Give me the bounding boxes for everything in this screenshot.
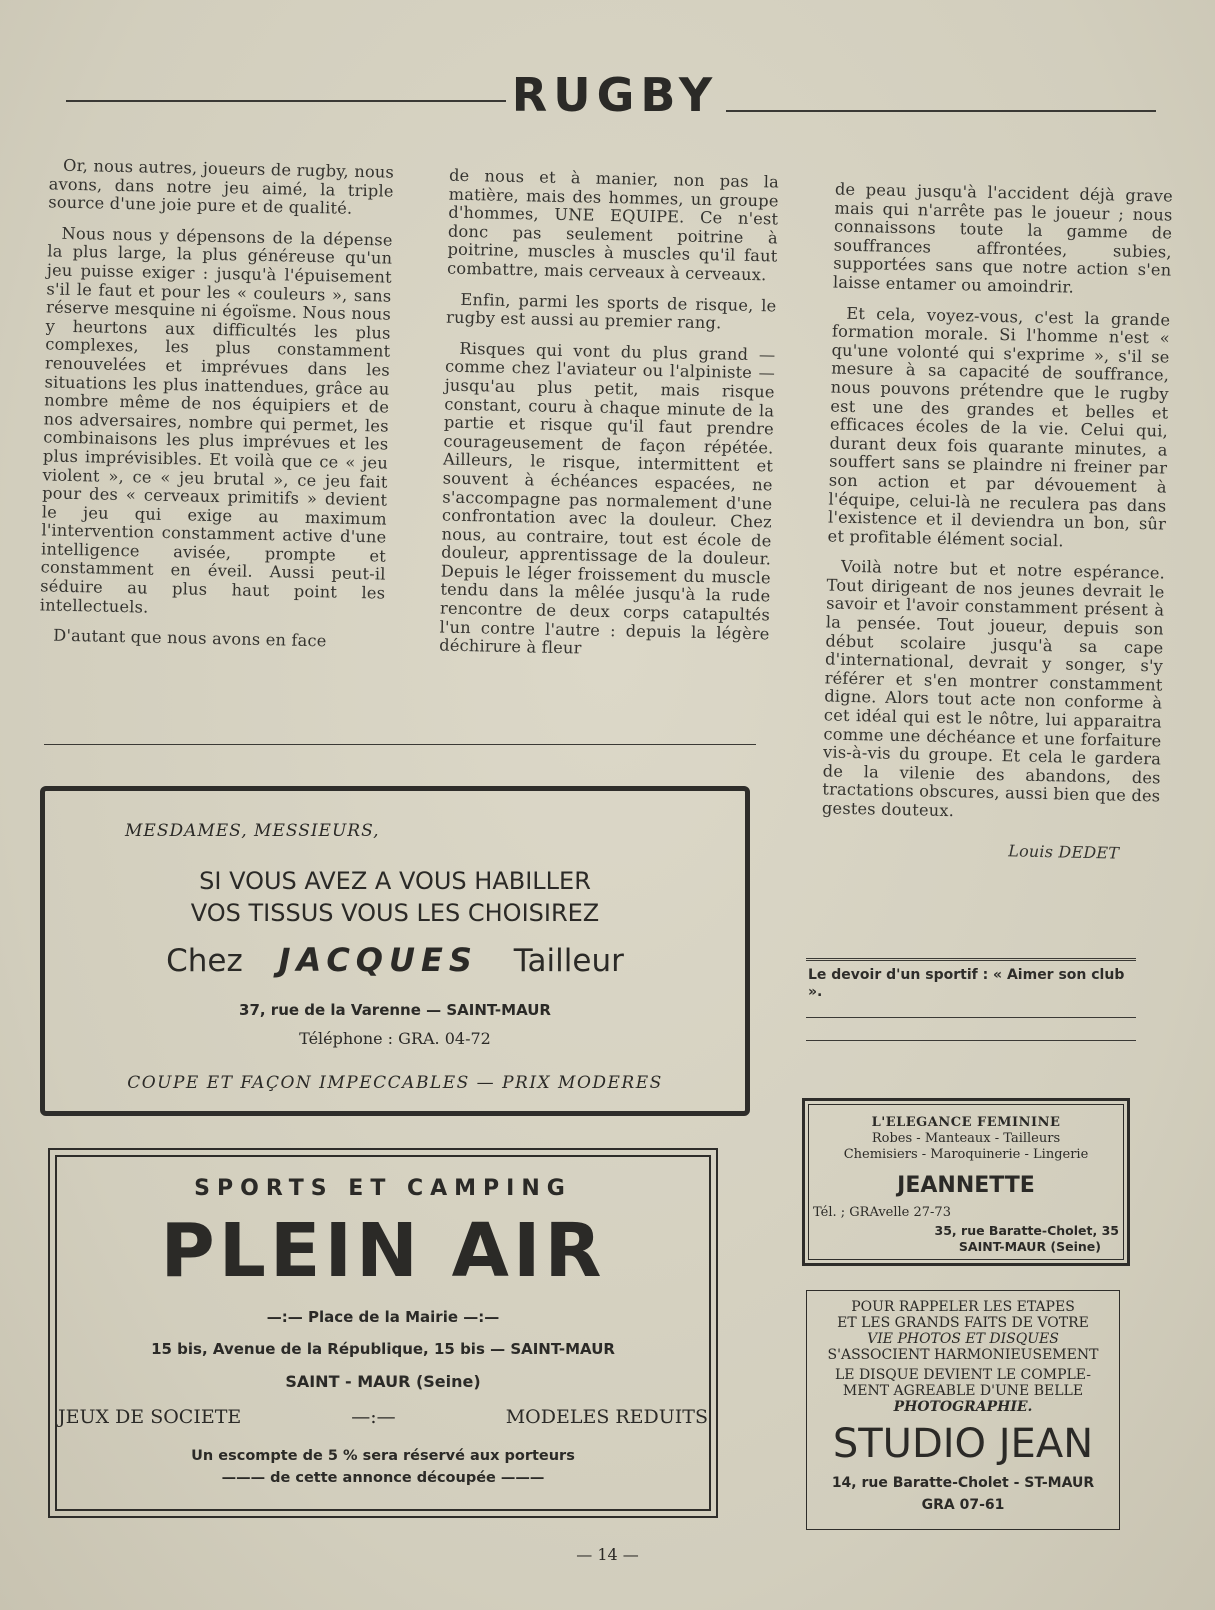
article-author: Louis DEDET xyxy=(1008,840,1120,863)
article-column-3 xyxy=(821,181,1173,864)
ad-city: SAINT-MAUR (Seine) xyxy=(958,1239,1101,1254)
divider xyxy=(806,958,1136,961)
section-header xyxy=(60,62,1180,132)
ad-brand-name: JACQUES xyxy=(278,941,478,979)
section-title: RUGBY xyxy=(511,68,719,122)
paragraph: Enfin, parmi les sports de risque, le rugby est aussi au premier rang. xyxy=(445,289,777,333)
paragraph: Voilà notre but et notre espérance. Tout dirigeant de nos jeunes devrait le savoir et l'avoir constamment présent à la pensée. Tout joueur, depuis son début scolaire jusqu'à sa cape d'international, devrait y songer, s'y référer et s'en montrer constamment digne. Alors tout acte non conforme à cet idéal qui est le nôtre, lui apparaitra comme une déchéance et une forfaiture vis-à-vis du groupe. Et cela le gardera de la vilenie des abandons, des tractations obscures, aussi bien que des gestes douteux. xyxy=(821,557,1166,821)
ad-line: VIE PHOTOS ET DISQUES xyxy=(867,1331,1059,1347)
sportif-box xyxy=(806,958,1136,1063)
ad-subtitle: SPORTS ET CAMPING xyxy=(194,1176,572,1201)
ad-line: POUR RAPPELER LES ETAPES xyxy=(851,1299,1075,1315)
ad-brand-name: STUDIO JEAN xyxy=(832,1421,1094,1467)
ad-discount: ——— de cette annonce découpée ——— xyxy=(221,1470,545,1486)
divider xyxy=(44,744,756,745)
ad-address: 15 bis, Avenue de la République, 15 bis — SAINT-MAUR xyxy=(151,1340,615,1358)
ad-phone: GRA 07-61 xyxy=(921,1497,1005,1513)
ad-place: —:— Place de la Mairie —:— xyxy=(266,1308,500,1326)
sportif-text: Le devoir d'un sportif : « Aimer son club ». xyxy=(808,967,1125,1000)
ad-line: SI VOUS AVEZ A VOUS HABILLER xyxy=(199,867,591,895)
ad-line: VOS TISSUS VOUS LES CHOISIREZ xyxy=(190,899,600,927)
ad-jeannette xyxy=(802,1098,1130,1266)
ad-chez: Chez xyxy=(166,943,243,979)
header-rule-right xyxy=(726,110,1156,112)
ad-salutation: MESDAMES, MESSIEURS, xyxy=(125,821,380,841)
ad-address: 35, rue Baratte-Cholet, 35 xyxy=(934,1223,1119,1238)
ad-line: LE DISQUE DEVIENT LE COMPLE- xyxy=(834,1367,1092,1383)
ad-line: Chemisiers - Maroquinerie - Lingerie xyxy=(843,1147,1089,1162)
ad-phone: Tél. ; GRAvelle 27-73 xyxy=(813,1205,951,1220)
page-number: — 14 — xyxy=(576,1545,639,1564)
paragraph: de nous et à manier, non pas la matière, mais des hommes, un groupe d'hommes, UNE EQUIPE. Ce n'est donc pas seulement poitrine à poitrine, muscles à muscles qu'il faut combattre, mais cerveaux à cerveaux. xyxy=(446,165,780,285)
ad-line: ET LES GRANDS FAITS DE VOTRE xyxy=(837,1315,1089,1331)
ad-brand-line xyxy=(45,941,745,979)
header-rule-left xyxy=(66,100,506,102)
ad-city: SAINT - MAUR (Seine) xyxy=(285,1372,481,1391)
ad-brand-name: PLEIN AIR xyxy=(160,1208,606,1294)
ad-separator: —:— xyxy=(351,1406,396,1428)
ad-slogan: COUPE ET FAÇON IMPECCABLES — PRIX MODERES xyxy=(127,1073,663,1093)
ad-address: 14, rue Baratte-Cholet - ST-MAUR xyxy=(831,1475,1095,1491)
ad-product-left: JEUX DE SOCIETE xyxy=(58,1406,242,1428)
article-column-2 xyxy=(439,167,779,675)
ad-plein-air xyxy=(48,1148,718,1518)
paragraph: Et cela, voyez-vous, c'est la grande formation morale. Si l'homme n'est « qu'une volonté qui s'exprime », s'il se mesure à sa capacité de souffrance, nous pouvons prétendre que le rugby est une des grandes et belles et efficaces écoles de la vie. Celui qui, durant deux fois quarante minutes, a souffert sans se plaindre ni freiner par son action et par dévouement à l'équipe, celui-là ne reculera pas dans l'existence et il deviendra un bon, sûr et profitable élément social. xyxy=(827,303,1171,551)
ad-brand-name: JEANNETTE xyxy=(897,1173,1035,1198)
ad-line: PHOTOGRAPHIE. xyxy=(893,1399,1033,1415)
ad-discount: Un escompte de 5 % sera réservé aux porteurs xyxy=(191,1448,575,1464)
ad-line: MENT AGREABLE D'UNE BELLE xyxy=(842,1383,1084,1399)
ad-studio-jean xyxy=(806,1290,1120,1530)
ad-address: 37, rue de la Varenne — SAINT-MAUR xyxy=(239,1001,551,1019)
paragraph: Nous nous y dépensons de la dépense la plus large, la plus généreuse qu'un jeu puisse exiger : jusqu'à l'épuisement s'il le faut et pour les « couleurs », sans réserve mesquine ni égoïsme. Nous nous y heurtons aux difficultés les plus complexes, les plus constamment renouvelées et imprévues dans les situations les plus inattendues, grâce au nombre même de nos équipiers et de nos adversaires, nombre qui permet, les combinaisons les plus imprévues et les plus imprévisibles. Et voilà que ce « jeu violent », ce « jeu brutal », ce jeu fait pour des « cerveaux primitifs » devient le jeu qui exige au maximum l'intervention constamment active d'une intelligence avisée, prompte et constamment en éveil. Aussi peut-il séduire au plus haut point les intellectuels. xyxy=(39,223,393,617)
ad-phone: Téléphone : GRA. 04-72 xyxy=(299,1029,491,1048)
article-column-1 xyxy=(39,156,394,664)
ad-line: S'ASSOCIENT HARMONIEUSEMENT xyxy=(827,1347,1099,1363)
ad-jacques-tailleur xyxy=(40,786,750,1116)
paragraph: D'autant que nous avons en face xyxy=(53,625,327,651)
ad-headline: L'ELEGANCE FEMININE xyxy=(871,1115,1061,1130)
paragraph: Or, nous autres, joueurs de rugby, nous avons, dans notre jeu aimé, la triple source d'une joie pure et de qualité. xyxy=(48,155,395,218)
ad-line: Robes - Manteaux - Tailleurs xyxy=(871,1131,1061,1146)
paragraph: Risques qui vont du plus grand — comme chez l'aviateur ou l'alpiniste — jusqu'au plus petit, mais risque constant, couru à chaque minute de la partie et risque qu'il faut prendre courageusement de façon répétée. Ailleurs, le risque, intermittent et souvent à échéances espacées, ne s'accompagne pas normalement d'une confrontation avec la douleur. Chez nous, au contraire, tout est école de douleur, apprentissage de la douleur. Depuis le léger froissement du muscle tendu dans la mêlée jusqu'à la rude rencontre de deux corps catapultés l'un contre l'autre : depuis la légère déchirure à fleur xyxy=(439,338,776,658)
divider xyxy=(806,1017,1136,1018)
paragraph: de peau jusqu'à l'accident déjà grave mais qui n'arrête pas le joueur ; nous connaissons toute la gamme de souffrances affrontées, subies, supportées sans que notre action s'en laisse entamer ou amoindrir. xyxy=(832,179,1174,297)
ad-products-row xyxy=(58,1406,708,1428)
divider xyxy=(806,1040,1136,1041)
ad-product-right: MODELES REDUITS xyxy=(505,1406,708,1428)
ad-trade: Tailleur xyxy=(513,943,624,979)
